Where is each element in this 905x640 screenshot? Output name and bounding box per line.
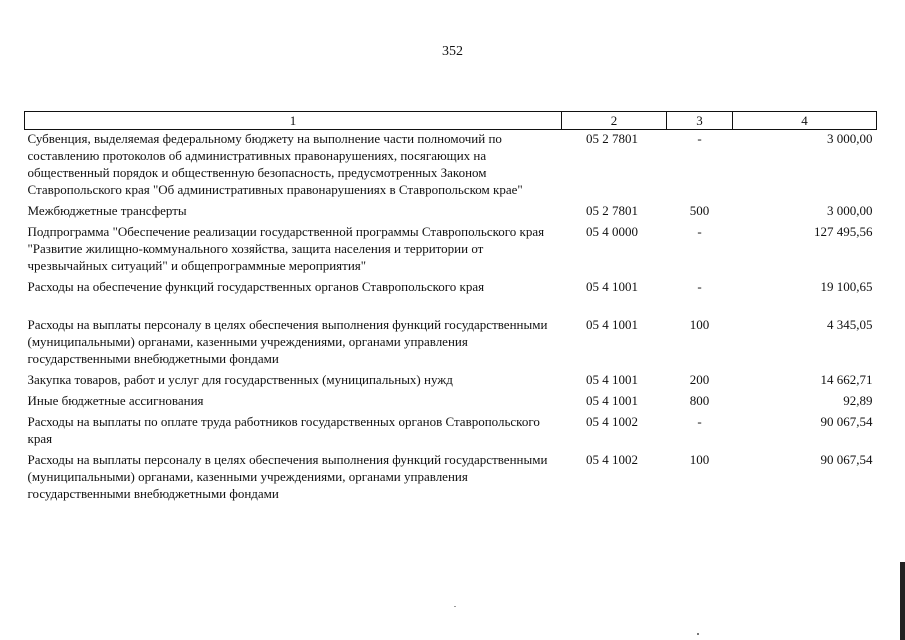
table-row (25, 130, 877, 203)
table-body (25, 130, 877, 507)
table-row (25, 413, 877, 451)
row-name: Подпрограмма "Обеспечение реализации государственной программы Ставропольского края "Развитие жилищно-коммунального хозяйства, защита населения и территории от чрезвычайных ситуаций" и общепрограммные мероприятия" (27, 224, 545, 273)
budget-table (24, 111, 877, 506)
row-expense-type: - (697, 131, 702, 146)
row-amount: 92,89 (843, 393, 873, 408)
row-code: 05 2 7801 (586, 203, 638, 218)
row-code: 05 4 1002 (586, 452, 638, 467)
row-name: Иные бюджетные ассигнования (27, 393, 204, 408)
row-amount: 3 000,00 (827, 131, 873, 146)
row-code: 05 4 1001 (586, 393, 638, 408)
table-header (25, 112, 877, 130)
row-amount: 19 100,65 (820, 279, 873, 294)
table-row (25, 316, 877, 371)
table-row (25, 202, 877, 223)
scan-edge-mark (900, 562, 905, 640)
row-name: Межбюджетные трансферты (27, 203, 187, 218)
row-code: 05 4 1002 (586, 414, 638, 429)
row-name: Закупка товаров, работ и услуг для государственных (муниципальных) нужд (27, 372, 453, 387)
row-amount: 90 067,54 (820, 414, 873, 429)
row-amount: 4 345,05 (827, 317, 873, 332)
header-row (25, 112, 877, 130)
row-name: Расходы на выплаты персоналу в целях обеспечения выполнения функций государственными (муниципальными) органами, казенными учреждениями, органами управления государственными внебюджетными фондами (27, 317, 548, 366)
row-expense-type: - (697, 414, 702, 429)
row-name: Расходы на выплаты по оплате труда работников государственных органов Ставропольского края (27, 414, 540, 446)
row-expense-type: 800 (689, 393, 710, 408)
row-amount: 14 662,71 (820, 372, 873, 387)
row-name: Субвенция, выделяемая федеральному бюджету на выполнение части полномочий по составлению протоколов об административных правонарушениях, посягающих на общественный порядок и общественную безопасность, предусмотренных Законом Ставропольского края "Об административных правонарушениях в Ставропольском крае" (27, 131, 523, 197)
row-code: 05 4 0000 (586, 224, 638, 239)
row-code: 05 4 1001 (586, 279, 638, 294)
row-amount: 90 067,54 (820, 452, 873, 467)
row-expense-type: - (697, 224, 702, 239)
table-row (25, 451, 877, 506)
row-amount: 127 495,56 (814, 224, 873, 239)
header-col-1: 1 (25, 112, 562, 130)
header-col-3: 3 (667, 112, 733, 130)
row-code: 05 4 1001 (586, 317, 638, 332)
table-row (25, 371, 877, 392)
header-col-2: 2 (562, 112, 667, 130)
row-expense-type: 200 (689, 372, 710, 387)
page-number: 352 (442, 44, 463, 59)
row-name: Расходы на обеспечение функций государственных органов Ставропольского края (27, 279, 485, 294)
row-expense-type: - (697, 279, 702, 294)
row-code: 05 4 1001 (586, 372, 638, 387)
header-col-4: 4 (733, 112, 877, 130)
row-amount: 3 000,00 (827, 203, 873, 218)
row-code: 05 2 7801 (586, 131, 638, 146)
table-row (25, 223, 877, 278)
row-expense-type: 500 (689, 203, 710, 218)
table-row (25, 278, 877, 316)
scan-speck (454, 606, 456, 607)
scan-speck (697, 633, 699, 635)
row-expense-type: 100 (689, 452, 710, 467)
row-expense-type: 100 (689, 317, 710, 332)
table-row (25, 392, 877, 413)
row-name: Расходы на выплаты персоналу в целях обеспечения выполнения функций государственными (муниципальными) органами, казенными учреждениями, органами управления государственными внебюджетными фондами (27, 452, 548, 501)
